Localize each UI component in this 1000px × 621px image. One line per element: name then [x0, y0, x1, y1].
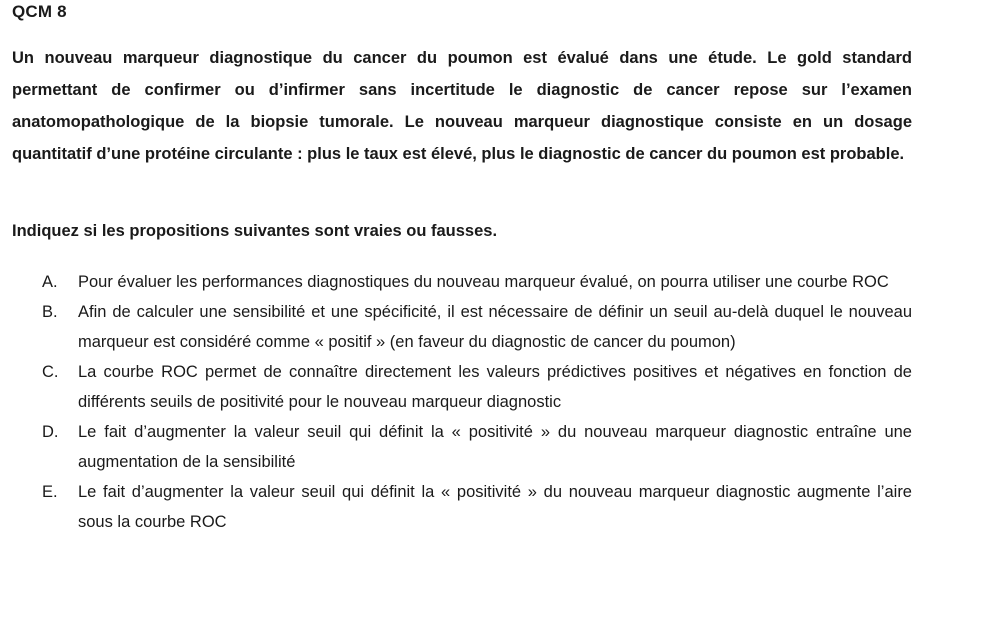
- option-text: Le fait d’augmenter la valeur seuil qui définit la « positivité » du nouveau marqueur diagnostic entraîne une augmentation de la sensibilité: [78, 423, 912, 471]
- question-intro: Un nouveau marqueur diagnostique du cancer du poumon est évalué dans une étude. Le gold standard permettant de confirmer ou d’infirmer sans incertitude le diagnostic de cancer repose sur l’examen anatomopathologique de la biopsie tumorale. Le nouveau marqueur diagnostique consiste en un dosage quantitatif d’une protéine circulante : plus le taux est élevé, plus le diagnostic de cancer du poumon est probable.: [12, 49, 912, 163]
- option-letter: B.: [42, 303, 58, 321]
- answer-option-e: [42, 477, 912, 537]
- answer-option-d: [42, 417, 912, 477]
- question-instruction: Indiquez si les propositions suivantes sont vraies ou fausses.: [12, 222, 498, 240]
- option-letter: A.: [42, 273, 58, 291]
- option-text: Le fait d’augmenter la valeur seuil qui définit la « positivité » du nouveau marqueur diagnostic augmente l’aire sous la courbe ROC: [78, 483, 912, 531]
- answer-option-a: [42, 267, 912, 297]
- option-letter: E.: [42, 483, 58, 501]
- option-text: Pour évaluer les performances diagnostiques du nouveau marqueur évalué, on pourra utiliser une courbe ROC: [78, 273, 889, 291]
- option-letter: D.: [42, 423, 59, 441]
- question-title: QCM 8: [12, 2, 67, 21]
- option-letter: C.: [42, 363, 59, 381]
- answer-option-b: [42, 297, 912, 357]
- option-text: La courbe ROC permet de connaître directement les valeurs prédictives positives et négatives en fonction de différents seuils de positivité pour le nouveau marqueur diagnostic: [78, 363, 912, 411]
- answer-option-c: [42, 357, 912, 417]
- option-text: Afin de calculer une sensibilité et une spécificité, il est nécessaire de définir un seuil au-delà duquel le nouveau marqueur est considéré comme « positif » (en faveur du diagnostic de cancer du poumon): [78, 303, 912, 351]
- answer-options-list: [42, 267, 912, 537]
